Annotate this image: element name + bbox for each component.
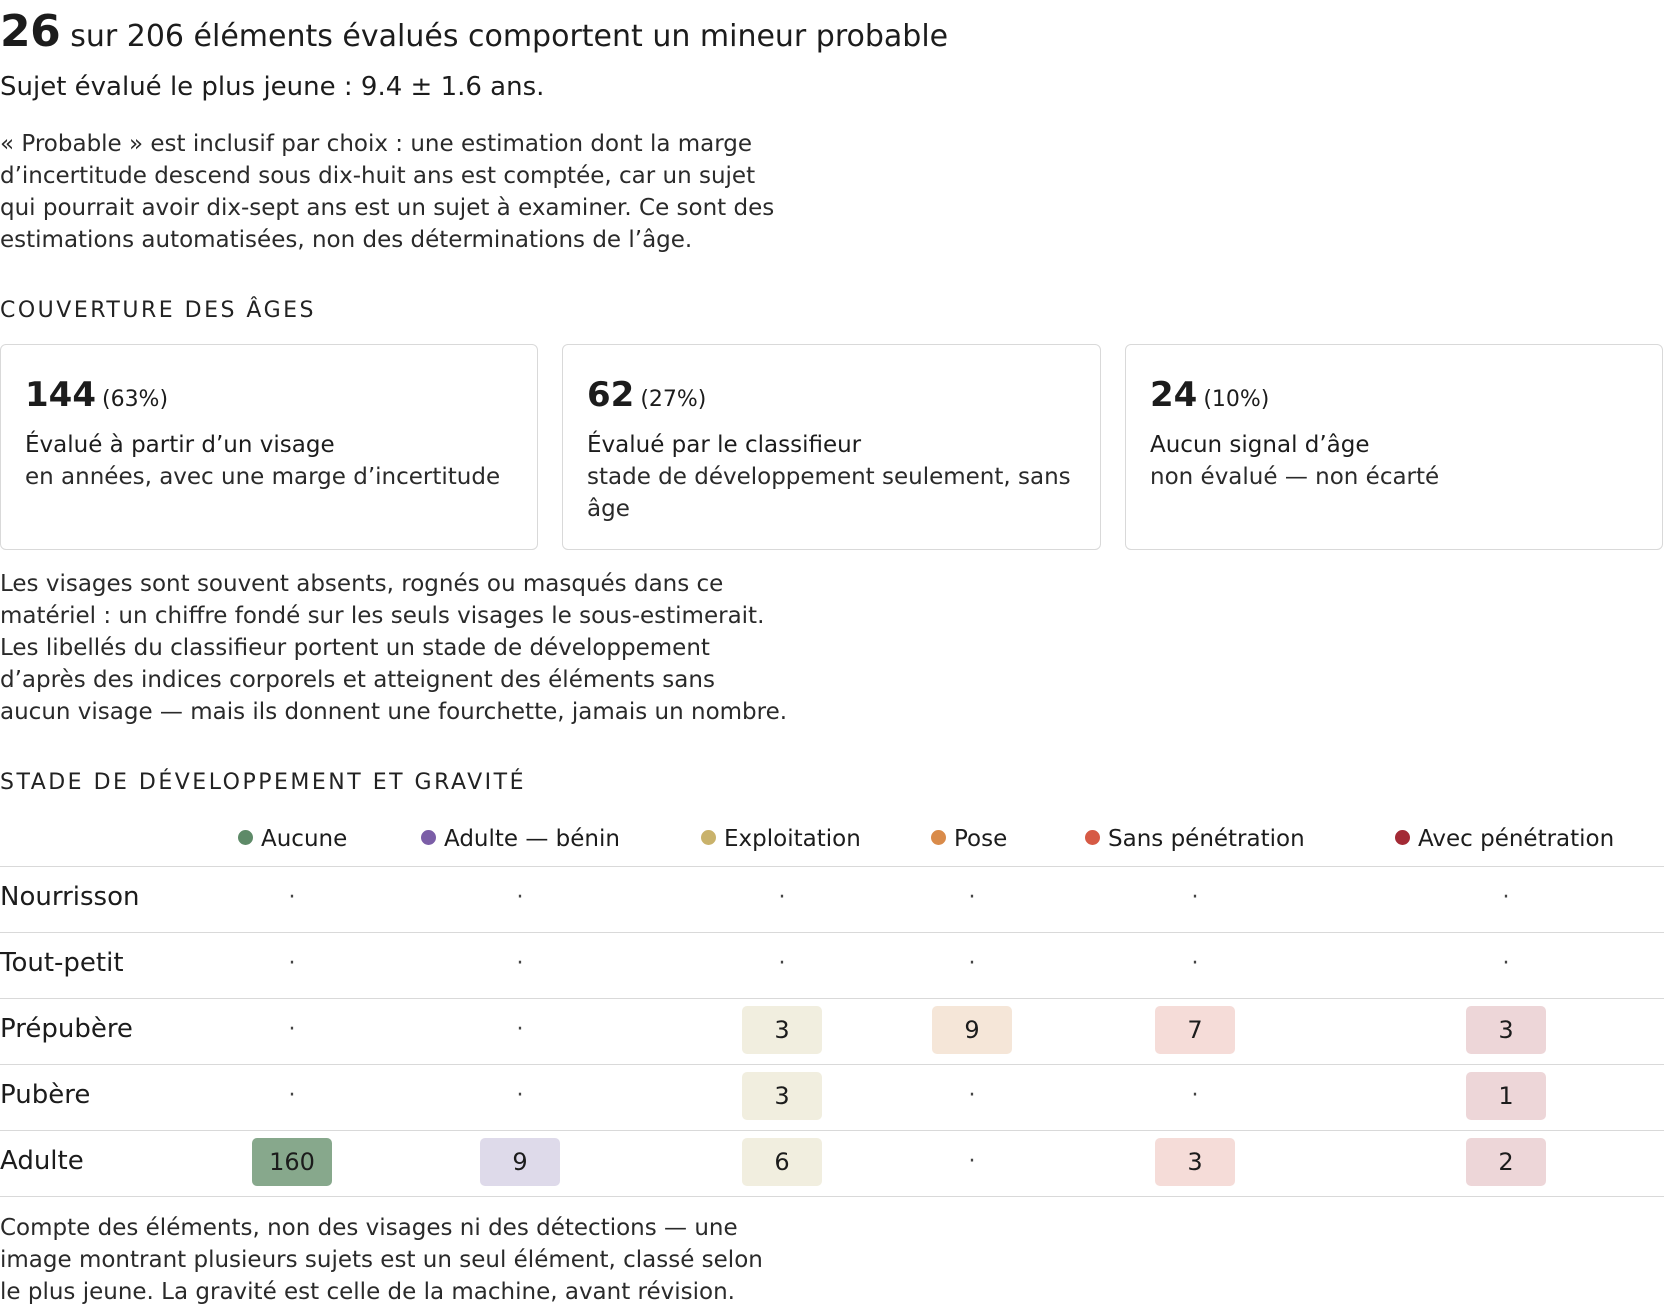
card-percent: (27%) [640, 387, 707, 412]
dot-icon [238, 830, 253, 845]
legend-item-adulte-benin [421, 826, 620, 852]
matrix-cell[interactable]: 9 [480, 1138, 560, 1186]
row-label: Tout-petit [0, 948, 124, 978]
dot-icon [931, 830, 946, 845]
card-percent: (63%) [101, 387, 169, 412]
card-description: non évalué — non écarté [1150, 464, 1440, 490]
matrix-row [0, 1130, 1664, 1197]
row-label: Prépubère [0, 1014, 133, 1044]
youngest-subject: Sujet évalué le plus jeune : 9.4 ± 1.6 ans. [0, 72, 545, 102]
matrix-cell-empty: · [968, 951, 976, 976]
coverage-note: Les visages sont souvent absents, rognés ou masqués dans ce matériel : un chiffre fondé sur les seuls visages le sous-estimerait. Les libellés du classifieur portent un stade de développement d’après des indices corporels et atteignent des éléments sans aucun visage — mais ils donnent une fourchette, jamais un nombre. [0, 571, 788, 725]
matrix-cell-empty: · [288, 1083, 296, 1108]
matrix-cell-empty: · [968, 1149, 976, 1174]
dot-icon [1395, 830, 1410, 845]
card-label: Évalué à partir d’un visage [25, 432, 335, 458]
summary-headline [0, 6, 948, 57]
intro-note: « Probable » est inclusif par choix : une estimation dont la marge d’incertitude descend sous dix-huit ans est comptée, car un sujet qui pourrait avoir dix-sept ans est un sujet à examiner. Ce sont des estimations automatisées, non des déterminations de l’âge. [0, 131, 775, 253]
matrix-cell[interactable]: 3 [1155, 1138, 1235, 1186]
coverage-heading: COUVERTURE DES ÂGES [0, 298, 317, 323]
card-number: 24 [1150, 375, 1198, 415]
matrix-footnote: Compte des éléments, non des visages ni des détections — une image montrant plusieurs sujets est un seul élément, classé selon le plus jeune. La gravité est celle de la machine, avant révision. [0, 1215, 763, 1305]
matrix-cell-empty: · [516, 951, 524, 976]
legend-label: Adulte — bénin [444, 826, 620, 852]
matrix-cell[interactable]: 2 [1466, 1138, 1546, 1186]
card-description: en années, avec une marge d’incertitude [25, 464, 501, 490]
legend-label: Exploitation [724, 826, 861, 852]
matrix-cell-empty: · [516, 1017, 524, 1042]
dot-icon [421, 830, 436, 845]
matrix-cell[interactable]: 160 [252, 1138, 332, 1186]
card-number: 62 [587, 375, 635, 415]
matrix-cell-empty: · [1191, 885, 1199, 910]
row-label: Nourrisson [0, 882, 140, 912]
row-label: Adulte [0, 1146, 84, 1176]
severity-legend [0, 822, 1664, 867]
coverage-card-face [0, 344, 538, 550]
card-percent: (10%) [1203, 387, 1270, 412]
matrix-cell-empty: · [778, 951, 786, 976]
card-label: Évalué par le classifieur [587, 432, 862, 458]
matrix-cell-empty: · [1191, 951, 1199, 976]
legend-label: Sans pénétration [1108, 826, 1305, 852]
matrix-cell[interactable]: 9 [932, 1006, 1012, 1054]
legend-item-avec-penetration [1395, 826, 1614, 852]
coverage-card-no-signal [1125, 344, 1663, 550]
matrix-row [0, 932, 1664, 999]
matrix-row [0, 998, 1664, 1065]
matrix-heading: STADE DE DÉVELOPPEMENT ET GRAVITÉ [0, 770, 526, 795]
dot-icon [1085, 830, 1100, 845]
legend-item-exploitation [701, 826, 861, 852]
card-description: stade de développement seulement, sans âge [587, 464, 1071, 522]
matrix-cell-empty: · [516, 1083, 524, 1108]
matrix-cell-empty: · [1502, 951, 1510, 976]
matrix-cell-empty: · [288, 951, 296, 976]
matrix-row [0, 1064, 1664, 1131]
matrix-cell[interactable]: 3 [742, 1006, 822, 1054]
minor-count: 26 [0, 6, 61, 57]
legend-item-sans-penetration [1085, 826, 1305, 852]
matrix-cell-empty: · [288, 1017, 296, 1042]
legend-label: Avec pénétration [1418, 826, 1615, 852]
legend-item-pose [931, 826, 1007, 852]
legend-item-aucune [238, 826, 347, 852]
matrix-cell-empty: · [778, 885, 786, 910]
matrix-cell[interactable]: 3 [742, 1072, 822, 1120]
row-label: Pubère [0, 1080, 91, 1110]
matrix-row [0, 866, 1664, 933]
matrix-cell[interactable]: 1 [1466, 1072, 1546, 1120]
matrix-cell-empty: · [968, 885, 976, 910]
matrix-cell-empty: · [1502, 885, 1510, 910]
matrix-cell-empty: · [516, 885, 524, 910]
matrix-cell-empty: · [968, 1083, 976, 1108]
matrix-cell-empty: · [288, 885, 296, 910]
legend-label: Pose [954, 826, 1008, 852]
dot-icon [701, 830, 716, 845]
matrix-cell[interactable]: 3 [1466, 1006, 1546, 1054]
card-label: Aucun signal d’âge [1150, 432, 1370, 458]
legend-label: Aucune [261, 826, 348, 852]
matrix-cell-empty: · [1191, 1083, 1199, 1108]
matrix-cell[interactable]: 6 [742, 1138, 822, 1186]
summary-text: sur 206 éléments évalués comportent un mineur probable [70, 19, 949, 54]
card-number: 144 [25, 375, 96, 415]
matrix-cell[interactable]: 7 [1155, 1006, 1235, 1054]
coverage-card-classifier [562, 344, 1101, 550]
